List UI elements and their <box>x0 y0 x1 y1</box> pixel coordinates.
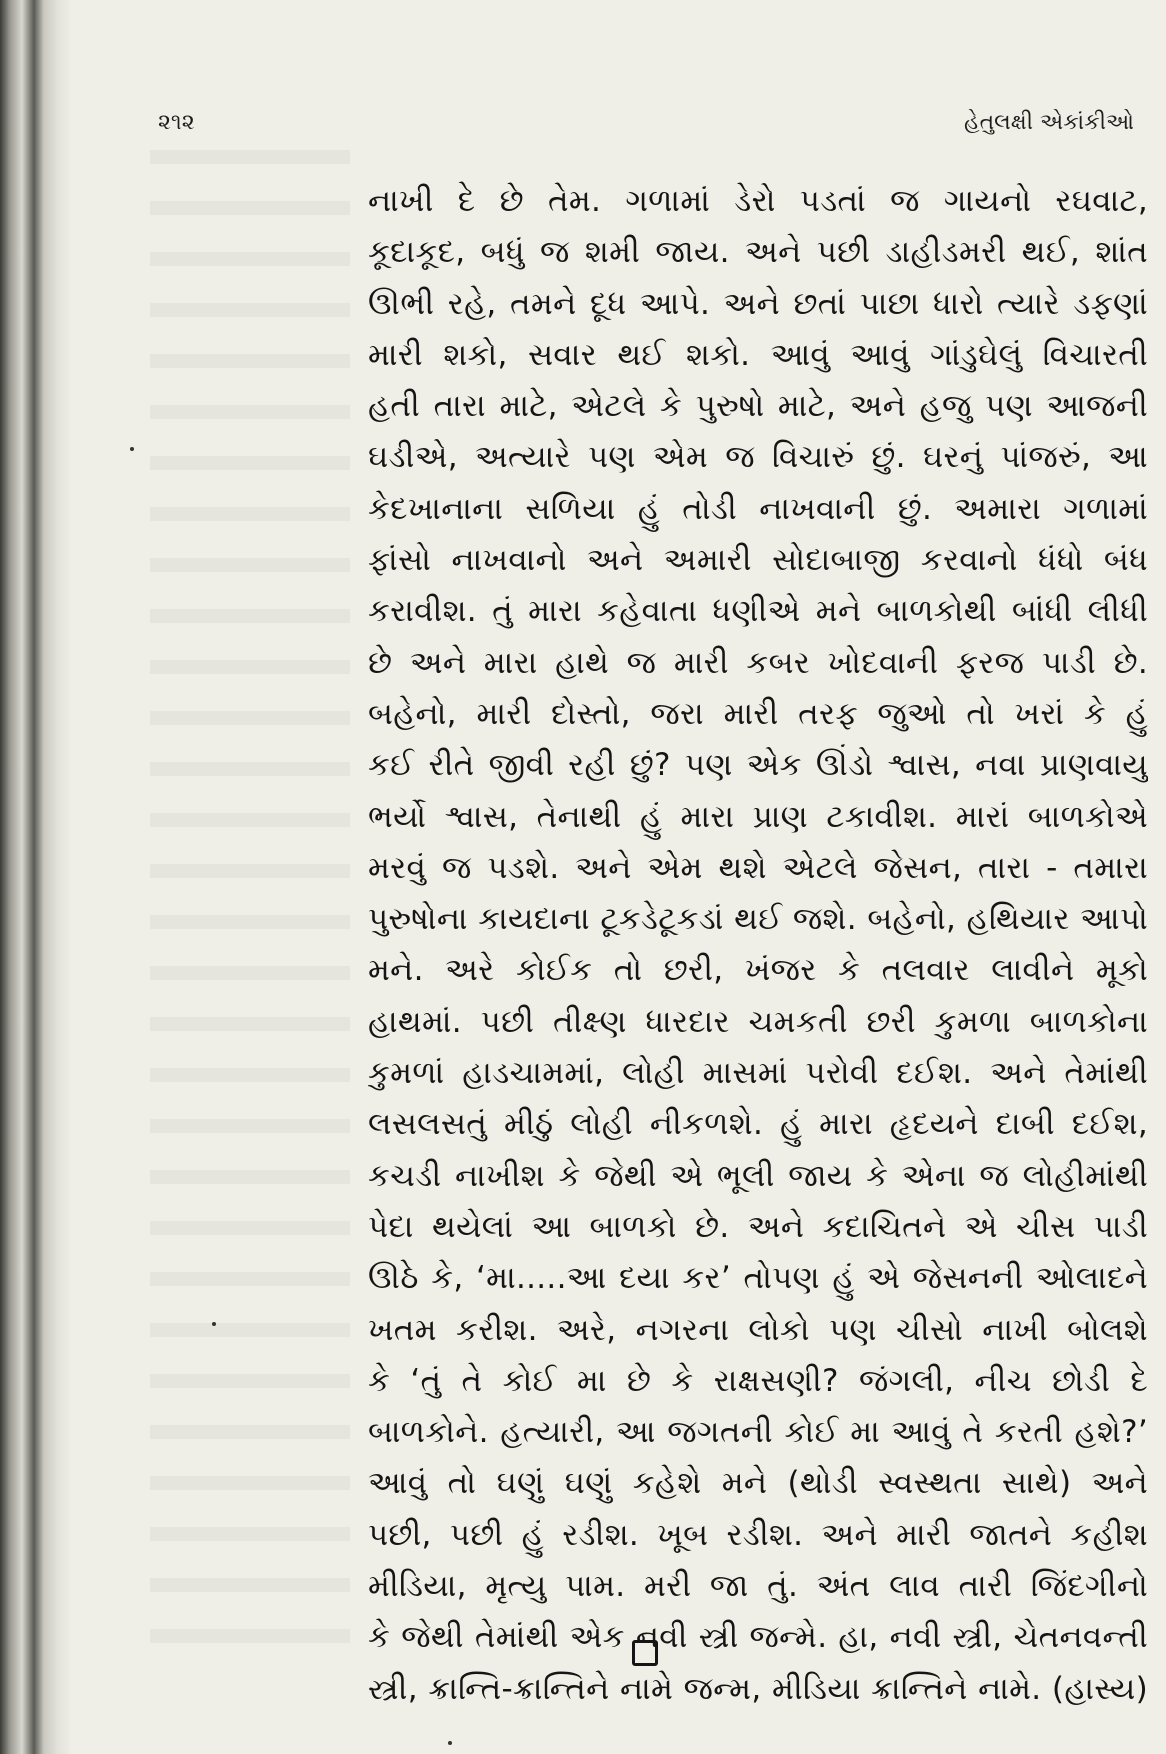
text-line: કુમળાં હાડચામમાં, લોહી માસમાં પરોવી દઈશ. અને તેમાંથી <box>368 1055 1148 1092</box>
book-spine-gutter <box>0 0 70 1754</box>
print-speck <box>130 447 134 451</box>
text-line: મારી શકો, સવાર થઈ શકો. આવું આવું ગાંડુઘેલું વિચારતી <box>368 336 1148 373</box>
text-line: ખતમ કરીશ. અરે, નગરના લોકો પણ ચીસો નાખી બોલશે <box>368 1311 1148 1348</box>
text-line: કરાવીશ. તું મારા કહેવાતા ધણીએ મને બાળકોથી બાંધી લીધી <box>368 593 1148 630</box>
text-line: છે અને મારા હાથે જ મારી કબર ખોદવાની ફરજ પાડી છે. <box>368 644 1148 681</box>
running-head: હેતુલક્ષી એકાંકીઓ <box>963 110 1134 135</box>
text-line: કચડી નાખીશ કે જેથી એ ભૂલી જાય કે એના જ લોહીમાંથી <box>368 1157 1148 1194</box>
text-line: નાખી દે છે તેમ. ગળામાં ડેરો પડતાં જ ગાયનો રઘવાટ, <box>368 183 1148 219</box>
text-line: કે ‘તું તે કોઈ મા છે કે રાક્ષસણી? જંગલી, નીચ છોડી દે <box>368 1362 1148 1399</box>
text-line: હતી તારા માટે, એટલે કે પુરુષો માટે, અને હજુ પણ આજની <box>368 388 1148 425</box>
page-number: ૨૧૨ <box>158 110 195 135</box>
text-line: મને. અરે કોઈક તો છરી, ખંજર કે તલવાર લાવીને મૂકો <box>368 952 1148 989</box>
text-line: પછી, પછી હું રડીશ. ખૂબ રડીશ. અને મારી જાતને કહીશ <box>368 1516 1148 1553</box>
text-line: બહેનો, મારી દોસ્તો, જરા મારી તરફ જુઓ તો ખરાં કે હું <box>368 695 1148 732</box>
page-header <box>158 110 1134 146</box>
text-line: કૂદાકૂદ, બધું જ શમી જાય. અને પછી ડાહીડમરી થઈ, શાંત <box>368 234 1148 271</box>
text-line: સ્ત્રી, ક્રાન્તિ-ક્રાન્તિને નામે જન્મ, મીડિયા ક્રાન્તિને નામે. (હાસ્ય) <box>368 1670 1148 1707</box>
body-text <box>368 176 1148 1715</box>
text-line: કેદખાનાના સળિયા હું તોડી નાખવાની છું. અમારા ગળામાં <box>368 490 1148 527</box>
print-speck <box>212 1322 216 1326</box>
text-line: બાળકોને. હત્યારી, આ જગતની કોઈ મા આવું તે કરતી હશે?’ <box>368 1414 1148 1451</box>
text-line: લસલસતું મીઠું લોહી નીકળશે. હું મારા હૃદયને દાબી દઈશ, <box>368 1106 1148 1143</box>
text-line: હાથમાં. પછી તીક્ષ્ણ ધારદાર ચમકતી છરી કુમળા બાળકોના <box>368 1003 1148 1040</box>
text-line: પેદા થયેલાં આ બાળકો છે. અને કદાચિતને એ ચીસ પાડી <box>368 1208 1148 1245</box>
text-line: ભર્યો શ્વાસ, તેનાથી હું મારા પ્રાણ ટકાવીશ. મારાં બાળકોએ <box>368 798 1148 835</box>
square-end-mark-icon <box>632 1640 658 1666</box>
print-speck <box>448 1741 452 1745</box>
text-line: કઈ રીતે જીવી રહી છું? પણ એક ઊંડો શ્વાસ, નવા પ્રાણવાયુ <box>368 747 1148 784</box>
text-line: ઊભી રહે, તમને દૂધ આપે. અને છતાં પાછા ધારો ત્યારે ડફણાં <box>368 285 1148 322</box>
text-line: ફાંસો નાખવાનો અને અમારી સોદાબાજી કરવાનો ધંધો બંધ <box>368 542 1148 579</box>
text-line: મીડિયા, મૃત્યુ પામ. મરી જા તું. અંત લાવ તારી જિંદગીનો <box>368 1568 1148 1605</box>
text-line: ઘડીએ, અત્યારે પણ એમ જ વિચારું છું. ઘરનું પાંજરું, આ <box>368 439 1148 476</box>
text-line: કે જેથી તેમાંથી એક નવી સ્ત્રી જન્મે. હા, નવી સ્ત્રી, ચેતનવન્તી <box>368 1619 1148 1656</box>
text-line: આવું તો ઘણું ઘણું કહેશે મને (થોડી સ્વસ્થતા સાથે) અને <box>368 1465 1148 1502</box>
text-line: ઊઠે કે, ‘મા.....આ દયા કર’ તોપણ હું એ જેસનની ઓલાદને <box>368 1260 1148 1297</box>
show-through-bleed <box>150 150 350 1650</box>
text-line: મરવું જ પડશે. અને એમ થશે એટલે જેસન, તારા - તમારા <box>368 849 1148 886</box>
text-line: પુરુષોના કાયદાના ટૂકડેટૂકડાં થઈ જશે. બહેનો, હથિયાર આપો <box>368 901 1148 938</box>
